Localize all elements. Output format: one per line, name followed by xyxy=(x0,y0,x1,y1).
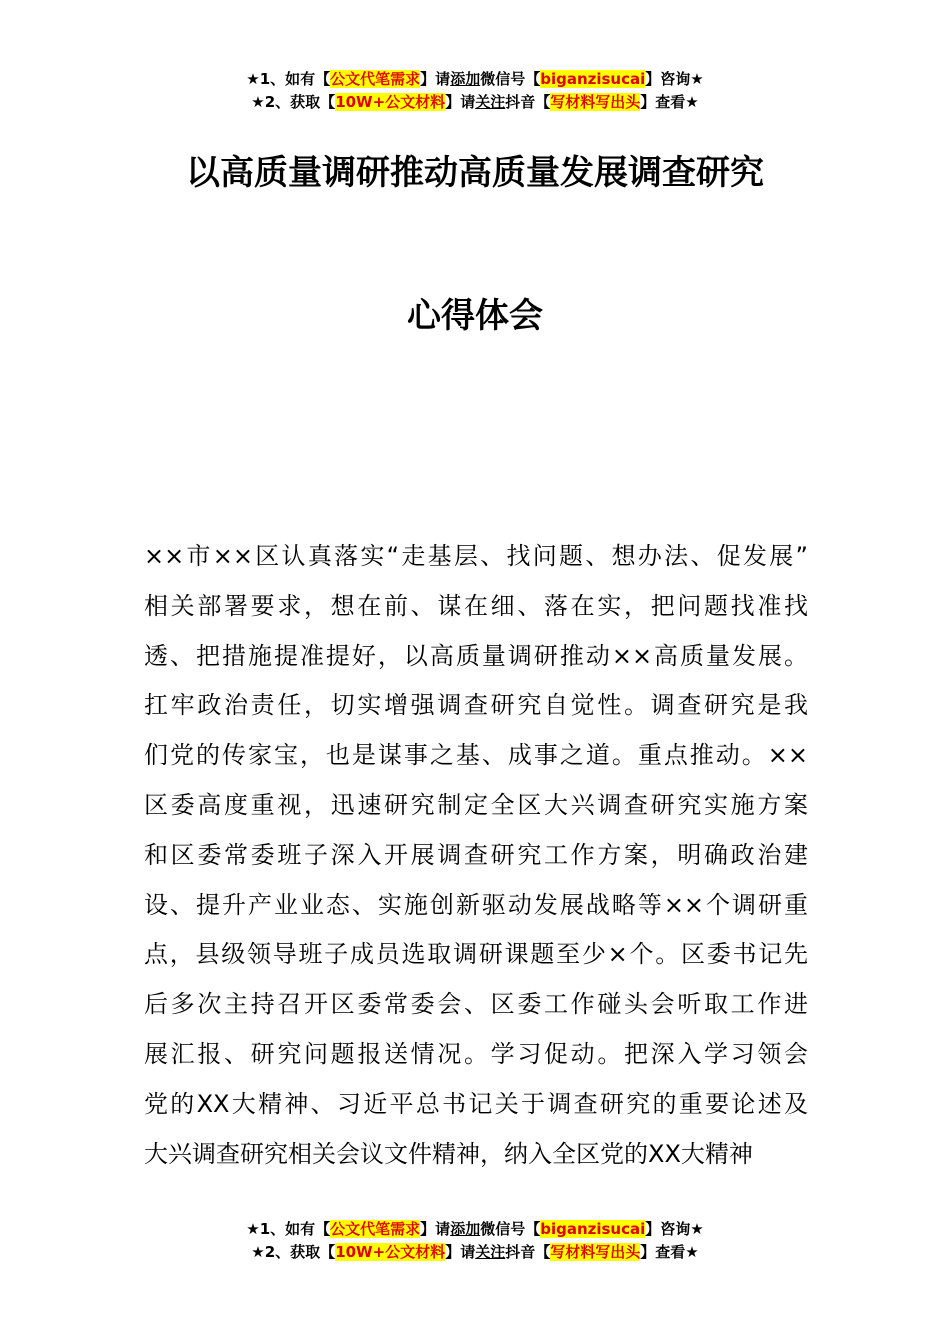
body-line: 展汇报、研究问题报送情况。学习促动。把深入学习领会 xyxy=(144,1039,808,1068)
footer-promo-banner xyxy=(0,1218,950,1264)
promo-text: 】请 xyxy=(445,93,476,111)
body-line: 设、提升产业业态、实施创新驱动发展战略等××个调研重 xyxy=(144,890,808,919)
body-line: 区委高度重视，迅速研究制定全区大兴调查研究实施方案 xyxy=(144,790,808,819)
body-line: 后多次主持召开区委常委会、区委工作碰头会听取工作进 xyxy=(144,990,808,1019)
promo-underline: 关注 xyxy=(475,93,506,111)
promo-highlight: 10W+公文材料 xyxy=(335,93,446,111)
body-line: 们党的传家宝，也是谋事之基、成事之道。重点推动。×× xyxy=(144,741,808,770)
promo-text: 】请 xyxy=(420,70,451,88)
promo-highlight: 10W+公文材料 xyxy=(335,1243,446,1261)
promo-text: ★1、如有【 xyxy=(246,1220,331,1238)
promo-highlight: biganzisucai xyxy=(540,70,646,88)
promo-text: ★1、如有【 xyxy=(246,70,331,88)
promo-text: 抖音【 xyxy=(505,93,551,111)
promo-text: ★2、获取【 xyxy=(251,1243,336,1261)
body-line: 扛牢政治责任，切实增强调查研究自觉性。调查研究是我 xyxy=(144,691,808,720)
promo-text: 抖音【 xyxy=(505,1243,551,1261)
promo-line-1 xyxy=(0,68,950,91)
promo-text: 】咨询★ xyxy=(645,1220,704,1238)
promo-line-1 xyxy=(0,1218,950,1241)
promo-underline: 添加 xyxy=(450,70,481,88)
promo-text: 】请 xyxy=(445,1243,476,1261)
promo-text: 微信号【 xyxy=(480,70,541,88)
promo-line-2 xyxy=(0,1241,950,1264)
body-line: ××市××区认真落实“走基层、找问题、想办法、促发展” xyxy=(144,542,808,570)
promo-highlight: 写材料写出头 xyxy=(550,1243,641,1261)
body-line: 透、把措施提准提好，以高质量调研推动××高质量发展。 xyxy=(144,641,808,670)
promo-underline: 添加 xyxy=(450,1220,481,1238)
promo-text: ★2、获取【 xyxy=(251,93,336,111)
promo-highlight: 公文代笔需求 xyxy=(330,1220,421,1238)
promo-underline: 关注 xyxy=(475,1243,506,1261)
promo-highlight: biganzisucai xyxy=(540,1220,646,1238)
promo-line-2 xyxy=(0,91,950,114)
promo-text: 微信号【 xyxy=(480,1220,541,1238)
body-line: 党的XX大精神、习近平总书记关于调查研究的重要论述及 xyxy=(144,1089,808,1118)
promo-text: 】查看★ xyxy=(640,93,699,111)
document-title: 以高质量调研推动高质量发展调查研究 xyxy=(186,153,764,193)
document-body xyxy=(144,532,808,1179)
body-line: 和区委常委班子深入开展调查研究工作方案，明确政治建 xyxy=(144,840,808,869)
body-line: 大兴调查研究相关会议文件精神，纳入全区党的XX大精神 xyxy=(144,1139,753,1168)
body-line: 点，县级领导班子成员选取调研课题至少×个。区委书记先 xyxy=(144,940,808,969)
promo-text: 】请 xyxy=(420,1220,451,1238)
document-subtitle: 心得体会 xyxy=(407,296,543,336)
header-promo-banner xyxy=(0,68,950,114)
promo-highlight: 公文代笔需求 xyxy=(330,70,421,88)
promo-text: 】查看★ xyxy=(640,1243,699,1261)
promo-text: 】咨询★ xyxy=(645,70,704,88)
body-line: 相关部署要求，想在前、谋在细、落在实，把问题找准找 xyxy=(144,591,808,620)
promo-highlight: 写材料写出头 xyxy=(550,93,641,111)
